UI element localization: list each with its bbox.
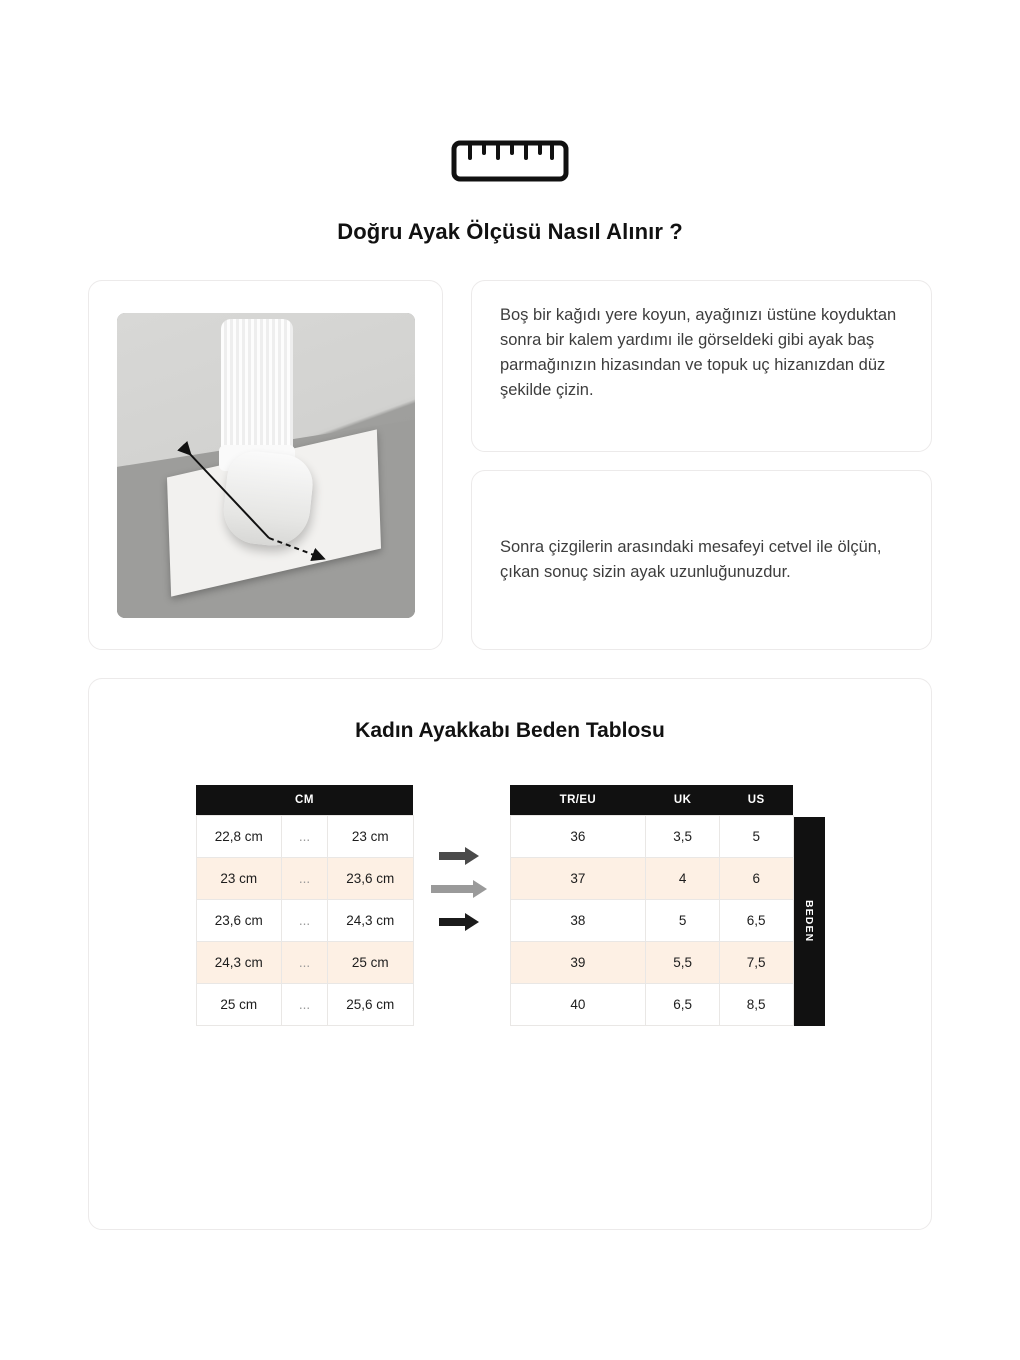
size-treu: 39 bbox=[510, 942, 646, 984]
beden-side-label bbox=[794, 817, 825, 1026]
table-row bbox=[510, 858, 793, 900]
size-table-header-row bbox=[510, 785, 793, 816]
cm-to: 25,6 cm bbox=[328, 984, 414, 1026]
cm-separator: ... bbox=[282, 816, 328, 858]
table-row bbox=[196, 900, 413, 942]
cm-from: 24,3 cm bbox=[196, 942, 282, 984]
table-row bbox=[196, 942, 413, 984]
table-row bbox=[510, 942, 793, 984]
table-row bbox=[510, 816, 793, 858]
size-us: 8,5 bbox=[719, 984, 793, 1026]
size-chart-card bbox=[88, 678, 932, 1230]
size-uk: 5 bbox=[646, 900, 720, 942]
size-uk: 5,5 bbox=[646, 942, 720, 984]
instruction-texts bbox=[471, 280, 932, 650]
size-us: 5 bbox=[719, 816, 793, 858]
size-treu: 40 bbox=[510, 984, 646, 1026]
photo-card bbox=[88, 280, 443, 650]
cm-table-header: CM bbox=[196, 785, 413, 816]
size-table bbox=[510, 785, 794, 1026]
table-row bbox=[196, 984, 413, 1026]
size-uk: 3,5 bbox=[646, 816, 720, 858]
page-title: Doğru Ayak Ölçüsü Nasıl Alınır ? bbox=[337, 219, 683, 244]
table-row bbox=[196, 858, 413, 900]
size-treu: 38 bbox=[510, 900, 646, 942]
cm-separator: ... bbox=[282, 984, 328, 1026]
size-treu: 37 bbox=[510, 858, 646, 900]
arrow-right-icon bbox=[439, 913, 485, 936]
size-header-treu: TR/EU bbox=[510, 785, 646, 816]
size-uk: 6,5 bbox=[646, 984, 720, 1026]
photo-measure-arrows bbox=[117, 313, 415, 618]
foot-measure-photo bbox=[117, 313, 415, 618]
cm-to: 24,3 cm bbox=[328, 900, 414, 942]
cm-to: 23 cm bbox=[328, 816, 414, 858]
cm-table bbox=[196, 785, 414, 1026]
size-table-wrap bbox=[510, 785, 825, 1026]
cm-separator: ... bbox=[282, 942, 328, 984]
cm-from: 23,6 cm bbox=[196, 900, 282, 942]
cm-to: 23,6 cm bbox=[328, 858, 414, 900]
size-uk: 4 bbox=[646, 858, 720, 900]
arrow-right-icon bbox=[431, 880, 493, 903]
instruction-card-1 bbox=[471, 280, 932, 452]
cm-separator: ... bbox=[282, 858, 328, 900]
size-us: 6 bbox=[719, 858, 793, 900]
table-row bbox=[510, 900, 793, 942]
instruction-text-2: Sonra çizgilerin arasındaki mesafeyi cetvel ile ölçün, çıkan sonuç sizin ayak uzunluğunuzdur. bbox=[500, 537, 882, 581]
cm-to: 25 cm bbox=[328, 942, 414, 984]
table-row bbox=[510, 984, 793, 1026]
size-us: 6,5 bbox=[719, 900, 793, 942]
instructions-row bbox=[88, 280, 932, 650]
cm-from: 22,8 cm bbox=[196, 816, 282, 858]
cm-separator: ... bbox=[282, 900, 328, 942]
cm-from: 25 cm bbox=[196, 984, 282, 1026]
arrow-group bbox=[414, 785, 510, 936]
size-chart-title: Kadın Ayakkabı Beden Tablosu bbox=[355, 719, 665, 742]
size-header-us: US bbox=[719, 785, 793, 816]
size-header-uk: UK bbox=[646, 785, 720, 816]
table-row bbox=[196, 816, 413, 858]
instruction-text-1: Boş bir kağıdı yere koyun, ayağınızı üstüne koyduktan sonra bir kalem yardımı ile görseldeki gibi ayak baş parmağınızın hizasından ve topuk uç hizanızdan düz şekilde çizin. bbox=[500, 306, 897, 400]
ruler-icon-container bbox=[0, 140, 1020, 187]
cm-table-header-row bbox=[196, 785, 413, 816]
size-tables bbox=[89, 785, 931, 1026]
cm-from: 23 cm bbox=[196, 858, 282, 900]
instruction-card-2 bbox=[471, 470, 932, 650]
arrow-right-icon bbox=[439, 847, 485, 870]
beden-side-label-text: BEDEN bbox=[803, 900, 815, 943]
size-us: 7,5 bbox=[719, 942, 793, 984]
ruler-icon bbox=[451, 140, 569, 187]
size-treu: 36 bbox=[510, 816, 646, 858]
